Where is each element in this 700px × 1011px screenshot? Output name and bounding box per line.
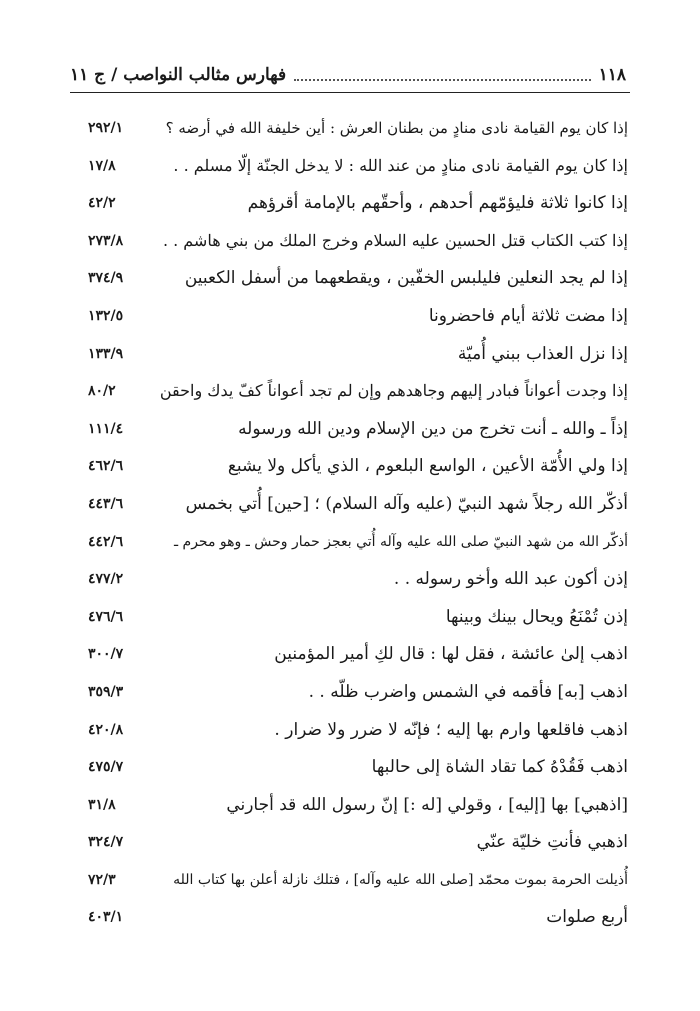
index-entry [0,451,700,489]
entry-text: إذا كتب الكتاب قتل الحسين عليه السلام وخرج الملك من بني هاشم . . [162,230,628,250]
entry-text: أربع صلوات [546,907,628,928]
entry-ref: ١٧/٨ [88,157,116,174]
entry-text: إذن تُمْنَعُ ويحال بينك وبينها [445,606,628,627]
index-entry [0,113,700,151]
entry-text: إذا لم يجد النعلين فليلبس الخفّين ، ويقطعهما من أسفل الكعبين [184,268,628,289]
index-entry [0,489,700,527]
page-header [70,62,626,88]
entry-text: إذا وجدت أعواناً فبادر إليهم وجاهدهم وإن لم تجد أعواناً كفّ يدك واحقن [159,381,628,401]
entry-ref: ٣١/٨ [88,796,116,813]
header-rule [70,92,630,93]
index-entry [0,677,700,715]
index-entry [0,902,700,940]
index-entry [0,827,700,865]
index-entry [0,226,700,264]
entry-text: اذهب فَقُدْهُ كما تقاد الشاة إلى حالبها [371,757,628,778]
entry-ref: ٢٩٢/١ [88,120,124,136]
entry-text: [اذهبي] بها [إليه] ، وقولي [له :] إنّ رسول الله قد أجارني [226,794,628,815]
entry-text: إذا كانوا ثلاثة فليؤمّهم أحدهم ، وأحقّهم بالإمامة أقرؤهم [247,193,628,214]
index-entry [0,865,700,903]
entry-ref: ٤٧٥/٧ [88,759,124,776]
entry-ref: ٤٦٢/٦ [88,458,124,475]
index-entry [0,414,700,452]
index-entries [0,113,700,940]
entry-ref: ٤٢/٢ [88,195,116,212]
index-entry [0,790,700,828]
index-entry [0,151,700,189]
entry-ref: ٣٢٤/٧ [88,834,124,851]
index-entry [0,339,700,377]
entry-text: أذكّر الله رجلاً شهد النبيّ (عليه وآله السلام) ؛ [حين] أُتي بخمس [185,493,628,514]
index-entry [0,564,700,602]
entry-text: إذا كان يوم القيامة نادى منادٍ من عند الله : لا يدخل الجنّة إلّا مسلم . . [173,155,628,175]
index-entry [0,639,700,677]
entry-text: اذهب [به] فأقمه في الشمس واضرب ظلّه . . [308,681,628,702]
entry-ref: ٧٢/٣ [88,871,116,888]
entry-ref: ٤٢٠/٨ [88,721,124,738]
entry-text: إذا مضت ثلاثة أيام فاحضرونا [428,305,628,326]
leader-dots [294,69,590,81]
entry-text: اذهب إلىٰ عائشة ، فقل لها : قال لكِ أمير المؤمنين [274,644,628,665]
index-entry [0,376,700,414]
entry-text: اذهبي فأنتِ خليّة عنّي [476,832,628,853]
running-title: فهارس مثالب النواصب / ج ١١ [70,65,287,85]
index-entry [0,527,700,565]
entry-ref: ٢٧٣/٨ [88,232,124,249]
index-entry [0,188,700,226]
entry-ref: ٤٠٣/١ [88,909,124,926]
entry-ref: ٤٤٣/٦ [88,495,124,512]
index-entry [0,715,700,753]
entry-ref: ١٣٣/٩ [88,345,124,362]
index-entry [0,263,700,301]
entry-text: أُذيلت الحرمة بموت محمّد [صلى الله عليه وآله] ، فتلك نازلة أعلن بها كتاب الله [173,871,628,888]
entry-ref: ٤٤٢/٦ [88,533,124,550]
entry-text: إذا نزل العذاب ببني أُميّة [457,343,628,364]
entry-ref: ١٣٢/٥ [88,307,124,324]
entry-text: إذا كان يوم القيامة نادى منادٍ من بطنان العرش : أين خليفة الله في أرضه ؟ [165,119,628,137]
entry-ref: ٤٧٧/٢ [88,571,124,588]
index-entry [0,752,700,790]
entry-text: إذن أكون عبد الله وأخو رسوله . . [393,569,628,590]
entry-text: اذهب فاقلعها وارم بها إليه ؛ فإنّه لا ضرر ولا ضرار . [274,719,628,740]
entry-ref: ٣٧٤/٩ [88,270,124,287]
entry-text: أذكّر الله من شهد النبيّ صلى الله عليه وآله أُتي بعجز حمار وحش ـ وهو محرم ـ [173,533,628,550]
entry-ref: ٣٠٠/٧ [88,646,124,663]
index-entry [0,602,700,640]
entry-ref: ١١١/٤ [88,420,124,437]
entry-ref: ٣٥٩/٣ [88,683,124,700]
index-entry [0,301,700,339]
entry-text: إذا ولي الأُمّة الأعين ، الواسع البلعوم ، الذي يأكل ولا يشبع [227,456,628,477]
page-number: ١١٨ [598,65,626,85]
entry-ref: ٤٧٦/٦ [88,608,124,625]
entry-ref: ٨٠/٢ [88,383,116,400]
entry-text: إذاً ـ والله ـ أنت تخرج من دين الإسلام ودين الله ورسوله [238,418,628,439]
